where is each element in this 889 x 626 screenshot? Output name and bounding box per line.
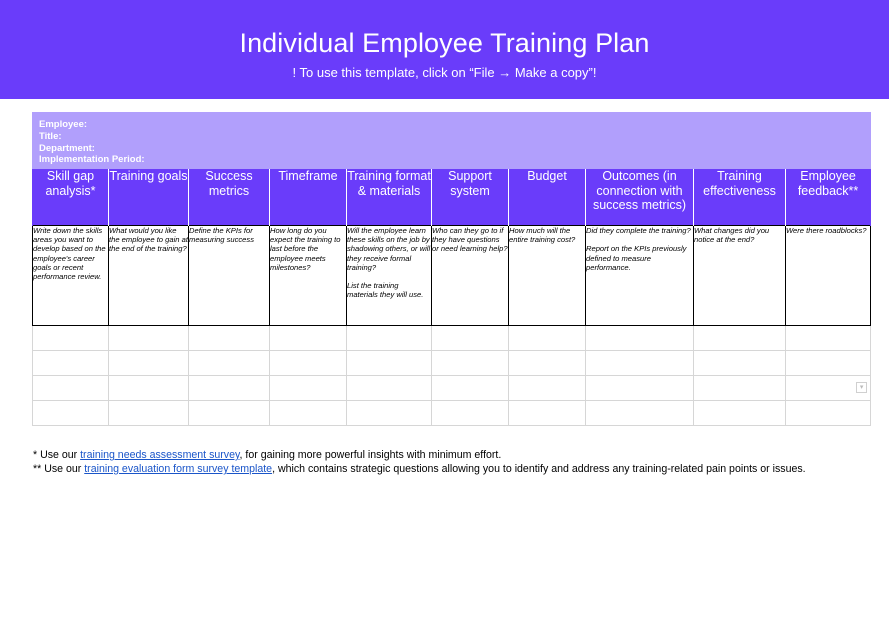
table-cell[interactable] — [189, 401, 270, 426]
table-cell[interactable] — [786, 326, 871, 351]
training-evaluation-form-link[interactable]: training evaluation form survey template — [84, 463, 273, 475]
table-cell[interactable] — [347, 376, 432, 401]
desc-outcomes[interactable]: Did they complete the training? Report on the KPIs previously defined to measure performance. — [586, 226, 694, 326]
table-cell[interactable] — [347, 351, 432, 376]
col-header-support-system[interactable]: Support system — [432, 169, 509, 226]
table-cell[interactable] — [270, 376, 347, 401]
table-cell[interactable] — [509, 376, 586, 401]
col-header-training-format[interactable]: Training format & materials — [347, 169, 432, 226]
col-header-skill-gap[interactable]: Skill gap analysis* — [33, 169, 109, 226]
table-cell[interactable] — [347, 326, 432, 351]
implementation-period-label: Implementation Period: — [39, 154, 145, 166]
table-row — [33, 326, 871, 351]
table-cell[interactable] — [694, 401, 786, 426]
footnote-2-suffix: , which contains strategic questions allowing you to identify and address any training-related pain points or issues. — [272, 463, 806, 475]
footnote-1 — [33, 449, 501, 461]
table-cell[interactable] — [33, 351, 109, 376]
desc-success-metrics[interactable]: Define the KPIs for measuring success — [189, 226, 270, 326]
table-cell[interactable] — [786, 351, 871, 376]
table-cell[interactable] — [586, 351, 694, 376]
employee-label: Employee: — [39, 119, 88, 130]
description-row — [33, 226, 871, 326]
table-cell[interactable] — [270, 351, 347, 376]
table-cell[interactable] — [189, 326, 270, 351]
column-header-row — [33, 169, 871, 226]
employee-info-block[interactable] — [33, 113, 871, 169]
training-needs-survey-link[interactable]: training needs assessment survey — [80, 449, 240, 461]
table-cell[interactable] — [586, 376, 694, 401]
table-cell[interactable] — [432, 326, 509, 351]
table-cell[interactable] — [509, 326, 586, 351]
table-cell[interactable] — [586, 401, 694, 426]
table-row — [33, 351, 871, 376]
table-cell[interactable] — [270, 326, 347, 351]
table-cell[interactable] — [432, 401, 509, 426]
desc-training-format[interactable]: Will the employee learn these skills on the job by shadowing others, or will they receive formal training? List the training materials they will use. — [347, 226, 432, 326]
col-header-timeframe[interactable]: Timeframe — [270, 169, 347, 226]
col-header-outcomes[interactable]: Outcomes (in connection with success metrics) — [586, 169, 694, 226]
desc-support-system[interactable]: Who can they go to if they have questions or need learning help? — [432, 226, 509, 326]
title-label: Title: — [39, 130, 62, 142]
training-plan-table — [32, 112, 871, 426]
footnote-1-prefix: * Use our — [33, 449, 81, 461]
table-cell[interactable] — [432, 376, 509, 401]
col-header-training-goals[interactable]: Training goals — [109, 169, 189, 226]
footnote-2-prefix: ** Use our — [33, 463, 85, 475]
footnote-2 — [33, 463, 806, 475]
desc-budget[interactable]: How much will the entire training cost? — [509, 226, 586, 326]
table-row — [33, 376, 871, 401]
desc-training-goals[interactable]: What would you like the employee to gain at the end of the training? — [109, 226, 189, 326]
desc-training-effectiveness[interactable]: What changes did you notice at the end? — [694, 226, 786, 326]
col-header-success-metrics[interactable]: Success metrics — [189, 169, 270, 226]
page-title: Individual Employee Training Plan — [239, 28, 650, 58]
table-cell[interactable] — [33, 376, 109, 401]
table-cell[interactable] — [786, 401, 871, 426]
chevron-down-icon[interactable]: ▾ — [856, 382, 867, 393]
table-cell[interactable] — [586, 326, 694, 351]
table-cell[interactable] — [509, 401, 586, 426]
desc-timeframe[interactable]: How long do you expect the training to last before the employee meets milestones? — [270, 226, 347, 326]
table-cell[interactable] — [786, 376, 871, 401]
table-cell[interactable] — [109, 401, 189, 426]
table-cell[interactable] — [270, 401, 347, 426]
desc-skill-gap[interactable]: Write down the skills areas you want to develop based on the employee's career goals or recent performance review. — [33, 226, 109, 326]
table-cell[interactable] — [694, 326, 786, 351]
col-header-budget[interactable]: Budget — [509, 169, 586, 226]
table-cell[interactable] — [432, 351, 509, 376]
col-header-training-effectiveness[interactable]: Training effectiveness — [694, 169, 786, 226]
table-row — [33, 401, 871, 426]
desc-employee-feedback[interactable]: Were there roadblocks? — [786, 226, 871, 326]
table-cell[interactable] — [109, 326, 189, 351]
table-cell[interactable] — [694, 376, 786, 401]
department-label: Department: — [39, 142, 95, 154]
table-cell[interactable] — [33, 401, 109, 426]
table-cell[interactable] — [109, 376, 189, 401]
table-cell[interactable] — [509, 351, 586, 376]
table-cell[interactable] — [189, 376, 270, 401]
table-cell[interactable] — [33, 326, 109, 351]
table-cell[interactable] — [109, 351, 189, 376]
table-cell[interactable] — [694, 351, 786, 376]
copy-instruction: ! To use this template, click on “File → Make a copy”! — [292, 65, 597, 80]
table-cell[interactable] — [347, 401, 432, 426]
table-cell[interactable] — [189, 351, 270, 376]
col-header-employee-feedback[interactable]: Employee feedback** — [786, 169, 871, 226]
footnote-1-suffix: , for gaining more powerful insights with minimum effort. — [239, 449, 502, 461]
header-banner — [0, 0, 889, 99]
